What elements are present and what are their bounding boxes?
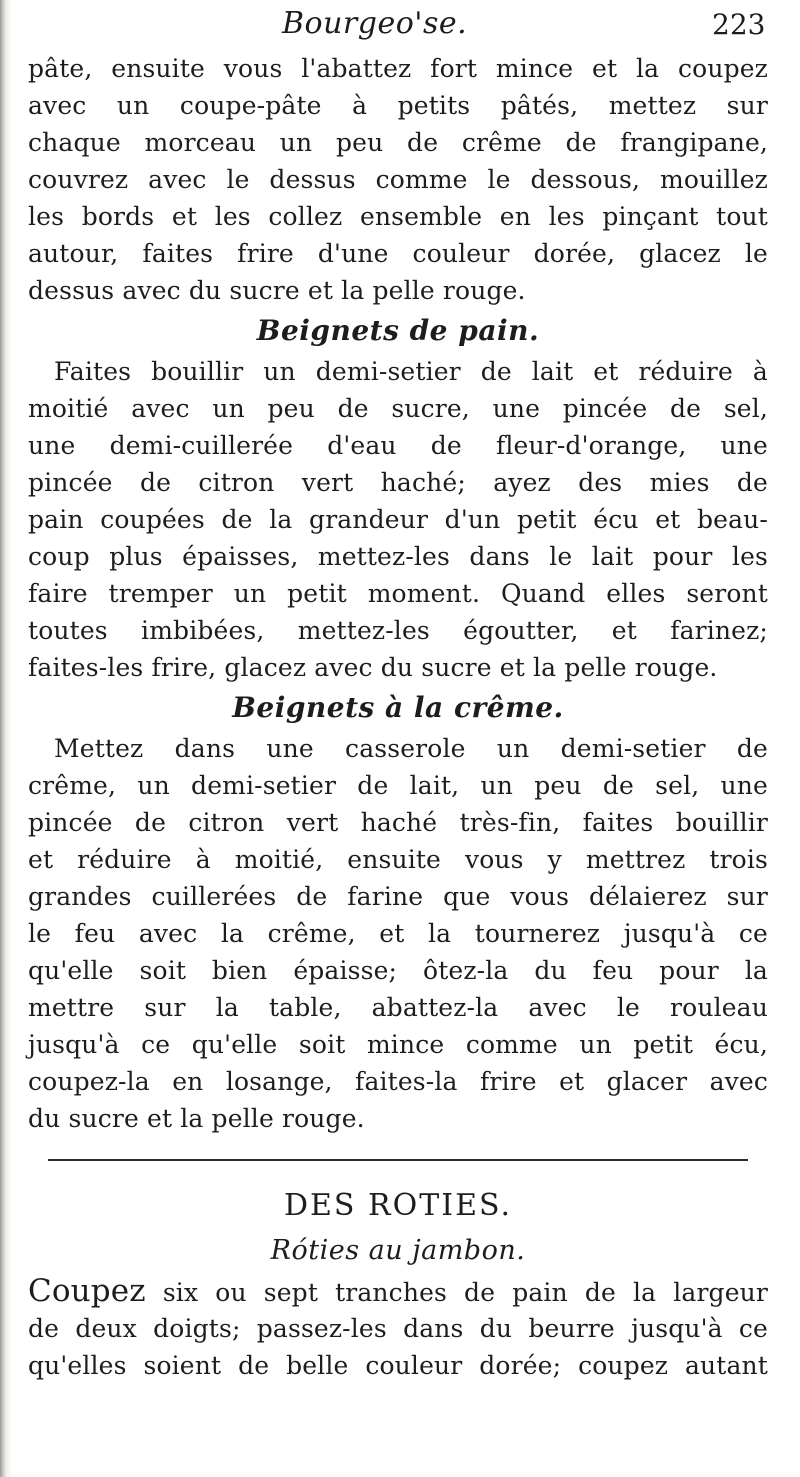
text-line: dessus avec du sucre et la pelle rouge. <box>28 276 526 305</box>
text-line: mettre sur la table, abattez-la avec le rouleau <box>28 993 768 1022</box>
recipe-heading-beignets-pain: Beignets de pain. <box>256 314 540 347</box>
text-line: une demi-cuillerée d'eau de fleur-d'orange, une <box>28 431 768 460</box>
text-line: pâte, ensuite vous l'abattez fort mince et la coupez <box>28 54 768 83</box>
text-line: coup plus épaisses, mettez-les dans le lait pour les <box>28 542 768 571</box>
section-title: DES ROTIES. <box>283 1188 512 1223</box>
text-line: avec un coupe-pâte à petits pâtés, mettez sur <box>28 91 768 120</box>
text-line: faire tremper un petit moment. Quand elles seront <box>28 579 768 608</box>
paragraph-roties-jambon <box>28 1273 768 1384</box>
paragraph-beignets-pain <box>28 353 768 686</box>
text-line <box>28 1273 768 1310</box>
text-line: crême, un demi-setier de lait, un peu de sel, une <box>28 771 768 800</box>
text-line: toutes imbibées, mettez-les égoutter, et farinez; <box>28 616 768 645</box>
text-line: autour, faites frire d'une couleur dorée, glacez le <box>28 239 768 268</box>
text-line: chaque morceau un peu de crême de frangipane, <box>28 128 768 157</box>
text-line: jusqu'à ce qu'elle soit mince comme un petit écu, <box>28 1030 768 1059</box>
text-line: faites-les frire, glacez avec du sucre et la pelle rouge. <box>28 653 718 682</box>
text-line: du sucre et la pelle rouge. <box>28 1104 365 1133</box>
text-line: grandes cuillerées de farine que vous délaierez sur <box>28 882 768 911</box>
page-number: 223 <box>712 8 766 41</box>
text-line: moitié avec un peu de sucre, une pincée de sel, <box>28 394 768 423</box>
text-line: pincée de citron vert haché très-fin, faites bouillir <box>28 808 768 837</box>
text-line: et réduire à moitié, ensuite vous y mettrez trois <box>28 845 768 874</box>
recipe-heading-beignets-creme: Beignets à la crême. <box>232 691 564 724</box>
text-line: qu'elle soit bien épaisse; ôtez-la du feu pour la <box>28 956 768 985</box>
page-binding-edge <box>0 0 22 1477</box>
running-title: Bourgeo'se. <box>282 6 468 41</box>
text-block <box>28 50 768 1384</box>
text-line: qu'elles soient de belle couleur dorée; coupez autant <box>28 1351 768 1380</box>
recipe-heading-roties-jambon: Róties au jambon. <box>270 1235 526 1266</box>
initial-word: Coupez <box>28 1273 146 1309</box>
running-head <box>0 6 800 44</box>
text-line: les bords et les collez ensemble en les pinçant tout <box>28 202 768 231</box>
text-line: Faites bouillir un demi-setier de lait et réduire à <box>54 357 768 386</box>
text-line: couvrez avec le dessus comme le dessous, mouillez <box>28 165 768 194</box>
text-line: pincée de citron vert haché; ayez des mies de <box>28 468 768 497</box>
text-line-rest: six ou sept tranches de pain de la largeur <box>145 1278 768 1307</box>
text-line: Mettez dans une casserole un demi-setier de <box>54 734 768 763</box>
text-line: coupez-la en losange, faites-la frire et glacer avec <box>28 1067 768 1096</box>
paragraph-beignets-creme <box>28 730 768 1137</box>
text-line: pain coupées de la grandeur d'un petit écu et beau- <box>28 505 768 534</box>
paragraph-intro <box>28 50 768 309</box>
section-divider-rule <box>48 1159 748 1161</box>
text-line: de deux doigts; passez-les dans du beurre jusqu'à ce <box>28 1314 768 1343</box>
text-line: le feu avec la crême, et la tournerez jusqu'à ce <box>28 919 768 948</box>
